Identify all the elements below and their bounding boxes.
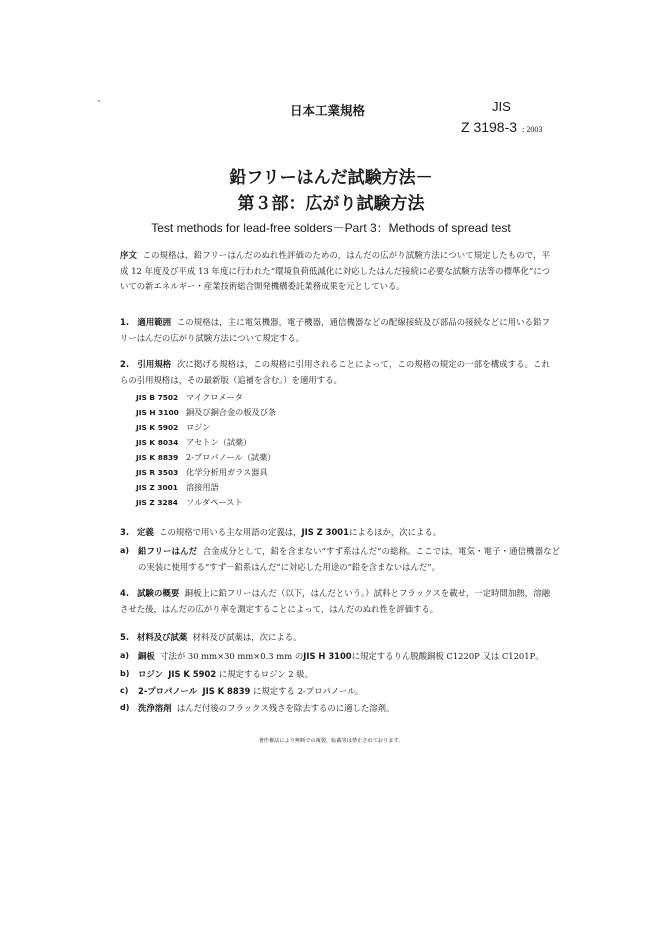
section-3-number: 3. xyxy=(120,527,130,537)
reference-title: ロジン xyxy=(186,422,211,432)
reference-item xyxy=(136,405,276,420)
section-4-text: 銅板上に鉛フリーはんだ（以下，はんだという。）試料とフラックスを載せ，一定時間加熱，溶融させた後，はんだの広がり率を測定することによって，はんだのぬれ性を評価する。 xyxy=(120,588,550,614)
definition-item-a xyxy=(120,543,560,575)
material-ref: JIS H 3100 xyxy=(303,651,352,661)
reference-code: JIS K 5902 xyxy=(136,423,179,432)
section-2-text: 次に掲げる規格は，この規格に引用されることによって，この規格の規定の一部を構成する。これらの引用規格は，その最新版（追補を含む。）を適用する。 xyxy=(120,359,550,385)
definition-text xyxy=(138,543,560,575)
definition-term: 鉛フリーはんだ xyxy=(138,546,198,556)
preface-label: 序文 xyxy=(120,250,138,260)
section-1-heading: 適用範囲 xyxy=(137,317,172,327)
reference-code: JIS K 8034 xyxy=(136,438,179,447)
item-label: c) xyxy=(120,686,129,695)
reference-list xyxy=(136,390,276,510)
standard-year: : 2003 xyxy=(522,125,543,134)
material-post: はんだ付後のフラックス残さを除去するのに適した溶剤。 xyxy=(176,703,395,713)
material-item-b xyxy=(120,666,560,682)
section-5-number: 5. xyxy=(120,632,130,642)
material-text xyxy=(138,683,560,699)
reference-code: JIS Z 3001 xyxy=(136,483,178,492)
section-4 xyxy=(120,586,550,617)
material-text xyxy=(138,666,560,682)
organization-name: 日本工業規格 xyxy=(290,103,366,118)
item-label: a) xyxy=(120,546,130,555)
reference-title: 溶接用語 xyxy=(186,482,219,492)
reference-item xyxy=(136,495,276,510)
section-3-text-after: によるほか，次による。 xyxy=(348,527,442,537)
standard-code xyxy=(461,117,542,136)
section-3-text-before: この規格で用いる主な用語の定義は， xyxy=(159,527,302,537)
copyright-notice: 著作権法により無断での複製，転載等は禁止されております。 xyxy=(258,738,404,744)
reference-item xyxy=(136,420,276,435)
section-4-number: 4. xyxy=(120,588,130,598)
section-5 xyxy=(120,630,550,646)
item-label: d) xyxy=(120,703,130,712)
material-post: に規定するりん脱酸銅板 C1220P 又は C1201P。 xyxy=(351,651,544,661)
material-post: に規定するロジン 2 級。 xyxy=(218,669,314,679)
reference-item xyxy=(136,450,276,465)
reference-code: JIS H 3100 xyxy=(136,408,179,417)
reference-title: 2-プロパノール（試薬） xyxy=(186,452,276,462)
material-term: 銅板 xyxy=(138,651,155,661)
english-title: Test methods for lead-free solders－Part 3：Methods of spread test xyxy=(151,221,511,235)
material-text xyxy=(138,648,560,664)
material-term: ロジン xyxy=(138,669,163,679)
reference-title: 銅及び銅合金の板及び条 xyxy=(186,407,277,417)
reference-code: JIS Z 3284 xyxy=(136,498,178,507)
material-item-a xyxy=(120,648,560,664)
standard-number: Z 3198-3 xyxy=(461,119,518,135)
item-label: a) xyxy=(120,651,130,660)
section-2-number: 2. xyxy=(120,359,130,369)
material-ref: JIS K 5902 xyxy=(168,669,217,679)
reference-item xyxy=(136,435,276,450)
section-3-heading: 定義 xyxy=(137,527,154,537)
reference-item xyxy=(136,465,276,480)
reference-item xyxy=(136,480,276,495)
jis-label: JIS xyxy=(492,99,511,114)
reference-title: アセトン（試薬） xyxy=(186,437,252,447)
section-5-text: 材料及び試薬は，次による。 xyxy=(192,632,302,642)
definition-body: 合金成分として，鉛を含まない“すず系はんだ”の総称。ここでは，電気・電子・通信機器などの実装に使用する“すず－鉛系はんだ”に対応した用途の“鉛を含まないはんだ”。 xyxy=(138,546,560,572)
section-3-ref: JIS Z 3001 xyxy=(301,527,349,537)
reference-code: JIS R 3503 xyxy=(136,468,179,477)
reference-title: マイクロメータ xyxy=(186,392,243,402)
section-1 xyxy=(120,315,550,346)
section-1-number: 1. xyxy=(120,317,130,327)
reference-code: JIS K 8839 xyxy=(136,453,179,462)
reference-title: ソルダペースト xyxy=(186,497,243,507)
section-4-heading: 試験の概要 xyxy=(137,588,180,598)
reference-title: 化学分析用ガラス器具 xyxy=(186,467,268,477)
preface xyxy=(120,248,550,295)
reference-item xyxy=(136,390,276,405)
material-pre: 寸法が 30 mm×30 mm×0.3 mm の xyxy=(160,651,304,661)
material-term: 2-プロパノール xyxy=(138,686,198,696)
material-item-d xyxy=(120,700,560,716)
section-2-heading: 引用規格 xyxy=(137,359,172,369)
section-1-text: この規格は，主に電気機器，電子機器，通信機器などの配線接続及び部品の接続などに用いる鉛フリーはんだの広がり試験方法について規定する。 xyxy=(120,317,551,343)
material-term: 洗浄溶剤 xyxy=(138,703,172,713)
item-label: b) xyxy=(120,669,130,678)
preface-text: この規格は，鉛フリーはんだのぬれ性評価のための，はんだの広がり試験方法について規定したもので，平成 12 年度及び平成 13 年度に行われた“環境負荷低減化に対応したはんだ接続に必要な試験方法等の標準化”についての新エネルギー・産業技術総合開発機構委託業務成果を元としている。 xyxy=(120,250,551,291)
title-line-2: 第３部：広がり試験方法 xyxy=(237,194,425,214)
material-text xyxy=(138,700,560,716)
title-line-1: 鉛フリーはんだ試験方法－ xyxy=(229,168,433,188)
reference-code: JIS B 7502 xyxy=(136,393,179,402)
scan-speck xyxy=(98,100,100,102)
section-5-heading: 材料及び試薬 xyxy=(137,632,188,642)
material-post: に規定する 2-プロパノール。 xyxy=(253,686,364,696)
section-2 xyxy=(120,357,550,388)
material-item-c xyxy=(120,683,560,699)
section-3 xyxy=(120,525,550,541)
material-ref: JIS K 8839 xyxy=(202,686,251,696)
